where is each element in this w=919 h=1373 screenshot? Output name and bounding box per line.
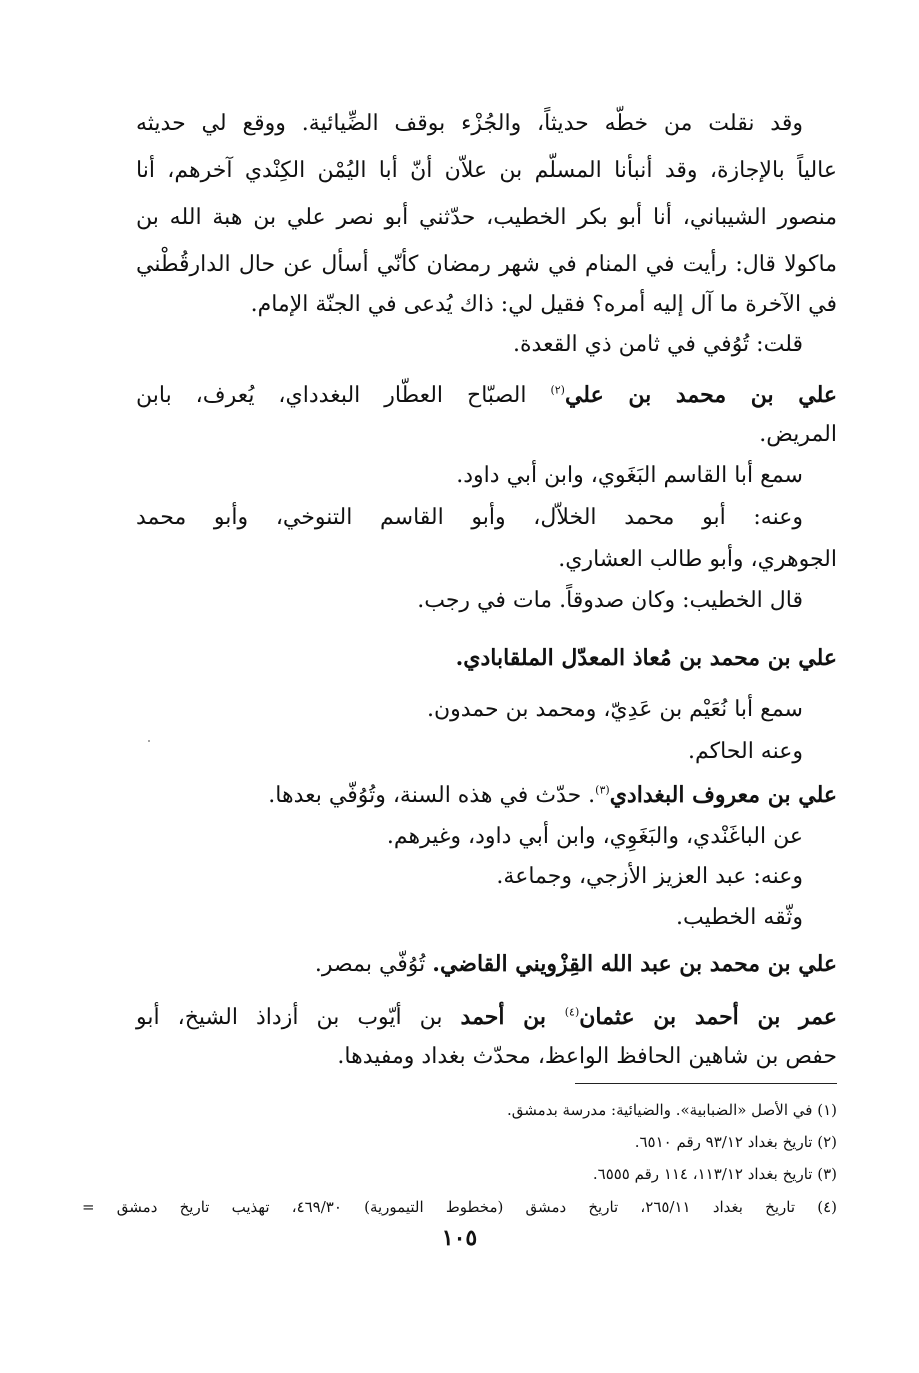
text-line: ماكولا قال: رأيت في المنام في شهر رمضان كأنّي أسأل عن حال الدارقُطْني <box>136 252 837 277</box>
person-name: علي بن محمد بن عبد الله القِزْويني القاضي. <box>432 951 837 977</box>
biography-heading: علي بن محمد بن علي$^{(٢)}$ الصبّاح العطّار البغدداي، يُعرف، بابن <box>136 382 837 408</box>
footnote: (٢) تاريخ بغداد ٩٣/١٢ رقم ٦٥١٠. <box>634 1133 837 1151</box>
text-line: عالياً بالإجازة، وقد أنبأنا المسلّم بن علاّن أنّ أبا اليُمْن الكِنْدي آخرهم، أنا <box>136 158 837 183</box>
footnote: (١) في الأصل «الضبابية». والضيائية: مدرسة بدمشق. <box>507 1101 837 1119</box>
footnote: (٣) تاريخ بغداد ١١٣/١٢، ١١٤ رقم ٦٥٥٥. <box>592 1165 837 1183</box>
biography-heading: عمر بن أحمد بن عثمان$^{(٤)}$ بن أحمد بن أيّوب بن أزداذ الشيخ، أبو <box>136 1004 837 1030</box>
footnote-mark: (٤) <box>564 1005 580 1019</box>
text-line: قلت: تُوُفي في ثامن ذي القعدة. <box>513 332 803 357</box>
page-number: ١٠٥ <box>441 1225 478 1251</box>
scan-speck <box>148 740 150 742</box>
footnote: (٤) تاريخ بغداد ٢٦٥/١١، تاريخ دمشق (مخطوط التيمورية) ٤٦٩/٣٠، تهذيب تاريخ دمشق = <box>82 1198 837 1216</box>
text-line: منصور الشيباني، أنا أبو بكر الخطيب، حدّثني أبو نصر علي بن هبة الله بن <box>136 205 837 230</box>
footnote-separator <box>575 1083 837 1084</box>
footnote-mark: (٢) <box>550 383 565 397</box>
text-line: عن الباغَنْدي، والبَغَوِي، وابن أبي داود، وغيرهم. <box>386 824 803 849</box>
text-line: سمع أبا نُعَيْم بن عَدِيّ، ومحمد بن حمدون. <box>426 697 803 722</box>
text-line: المريض. <box>759 422 837 447</box>
text-line: الجوهري، وأبو طالب العشاري. <box>558 547 837 572</box>
text-line: وثّقه الخطيب. <box>676 905 803 930</box>
text-line: سمع أبا القاسم البَغَوي، وابن أبي داود. <box>456 463 803 488</box>
biography-heading: علي بن محمد بن عبد الله القِزْويني القاضي. تُوُفّي بمصر. <box>314 951 837 977</box>
text-line: وقد نقلت من خطّه حديثاً، والجُزْء بوقف الضِّيائية. ووقع لي حديثه <box>136 111 803 136</box>
text-line: وعنه: عبد العزيز الأزجي، وجماعة. <box>496 864 803 889</box>
person-name: علي بن معروف البغدادي <box>609 782 837 808</box>
biography-heading: علي بن محمد بن مُعاذ المعدّل الملقابادي. <box>455 645 837 671</box>
text-line: وعنه: أبو محمد الخلاّل، وأبو القاسم التنوخي، وأبو محمد <box>136 505 803 530</box>
text-line: قال الخطيب: وكان صدوقاً. مات في رجب. <box>417 588 803 613</box>
person-name: علي بن محمد بن علي <box>564 382 837 408</box>
person-name: عمر بن أحمد بن عثمان <box>579 1004 837 1030</box>
text-line: حفص بن شاهين الحافظ الواعظ، محدّث بغداد ومفيدها. <box>337 1044 837 1069</box>
text-line: وعنه الحاكم. <box>687 739 803 764</box>
biography-heading: علي بن معروف البغدادي$^{(٣)}$. حدّث في هذه السنة، وتُوُفّي بعدها. <box>268 782 837 808</box>
footnote-mark: (٣) <box>595 783 610 797</box>
text-line: في الآخرة ما آل إليه أمره؟ فقيل لي: ذاك يُدعى في الجنّة الإمام. <box>250 292 837 317</box>
